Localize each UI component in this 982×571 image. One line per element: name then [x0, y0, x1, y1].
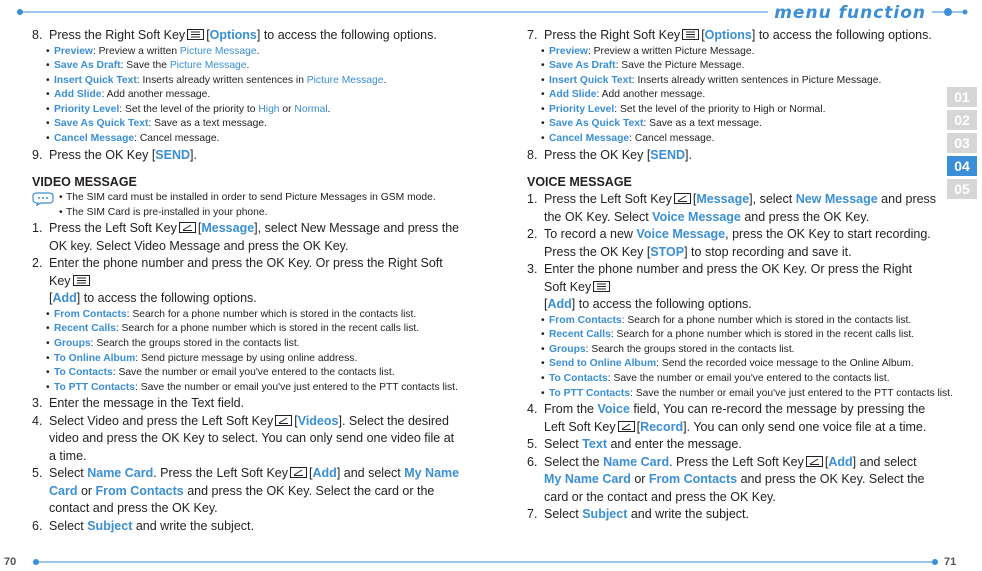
right-soft-key-icon — [682, 29, 699, 40]
option-item: • Groups: Search the groups stored in the contacts list. — [46, 338, 300, 350]
section-heading: VIDEO MESSAGE — [32, 175, 137, 190]
option-item: • Insert Quick Text: Inserts already written sentences in Picture Message. — [46, 74, 387, 86]
left-soft-key-icon — [674, 193, 691, 204]
left-page — [32, 27, 462, 535]
step: 4. Select Video and press the Left Soft Key [Videos]. Select the desired video and press the OK Key to select. You can only send one video file at a time. — [32, 413, 455, 463]
left-soft-key-icon — [806, 456, 823, 467]
option-item: • Send to Online Album: Send the recorded voice message to the Online Album. — [541, 358, 914, 370]
option-item: • To PTT Contacts: Save the number or email you've just entered to the PTT contacts list. — [541, 387, 953, 399]
step: 7. Select Subject and write the subject. — [527, 507, 749, 522]
option-item: • Cancel Message: Cancel message. — [46, 133, 220, 145]
option-item: • From Contacts: Search for a phone number which is stored in the contacts list. — [46, 308, 417, 320]
chapter-tab[interactable]: 01 — [947, 87, 977, 107]
section-title: menu function — [768, 3, 932, 23]
option-item: • To PTT Contacts: Save the number or email you've just entered to the PTT contacts list. — [46, 381, 458, 393]
option-item: • Save As Draft: Save the Picture Message. — [46, 60, 250, 72]
option-item: • To Online Album: Send picture message by using online address. — [46, 352, 358, 364]
option-item: • Save As Quick Text: Save as a text message. — [46, 118, 267, 130]
page-number-right: 71 — [940, 556, 960, 568]
footer-bar — [0, 556, 982, 568]
option-item: • To Contacts: Save the number or email you've entered to the contacts list. — [46, 367, 395, 379]
option-item: • Add Slide: Add another message. — [541, 89, 706, 101]
left-soft-key-icon — [618, 421, 635, 432]
option-item: • Preview: Preview a written Picture Message. — [541, 45, 755, 57]
left-soft-key-icon — [290, 467, 307, 478]
footer-rule — [0, 556, 982, 568]
option-item: • Preview: Preview a written Picture Message. — [46, 45, 260, 57]
left-soft-key-icon — [179, 222, 196, 233]
note: • The SIM Card is pre-installed in your phone. — [59, 206, 268, 218]
option-item: • Groups: Search the groups stored in the contacts list. — [541, 343, 795, 355]
right-soft-key-icon — [593, 281, 610, 292]
option-item: • Add Slide: Add another message. — [46, 89, 211, 101]
option-item: • Priority Level: Set the level of the priority to High or Normal. — [541, 103, 826, 115]
section-heading: VOICE MESSAGE — [527, 175, 632, 190]
right-soft-key-icon — [73, 275, 90, 286]
chapter-tab[interactable]: 05 — [947, 179, 977, 199]
option-item: • Recent Calls: Search for a phone number which is stored in the recent calls list. — [46, 323, 420, 335]
note-icon — [32, 192, 54, 206]
step: 8. Press the OK Key [SEND]. — [527, 147, 692, 162]
step: 4. From the Voice field, You can re-record the message by pressing the Left Soft Key [Record]. You can only send one voice file at a time. — [527, 402, 927, 434]
chapter-tab[interactable]: 03 — [947, 133, 977, 153]
step: 8. Press the Right Soft Key [Options] to access the following options. — [32, 28, 437, 42]
option-item: • Save As Quick Text: Save as a text message. — [541, 118, 762, 130]
chapter-tab[interactable]: 02 — [947, 110, 977, 130]
step: 6. Select Subject and write the subject. — [32, 518, 254, 533]
option-item: • To Contacts: Save the number or email you've entered to the contacts list. — [541, 373, 890, 385]
step: 9. Press the OK Key [SEND]. — [32, 147, 197, 162]
option-item: • Recent Calls: Search for a phone number which is stored in the recent calls list. — [541, 329, 915, 341]
step: 3. Enter the message in the Text field. — [32, 396, 245, 411]
right-soft-key-icon — [187, 29, 204, 40]
step: 1. Press the Left Soft Key [Message], select New Message and press the OK Key. Select Voice Message and press the OK Key. — [527, 192, 937, 224]
option-item: • Save As Draft: Save the Picture Message. — [541, 60, 745, 72]
option-item: • Insert Quick Text: Inserts already written sentences in Picture Message. — [541, 74, 882, 86]
step: 3. Enter the phone number and press the OK Key. Or press the Right Soft Key [Add] to access the following options. — [527, 262, 913, 312]
right-page — [527, 27, 953, 524]
page-number-left: 70 — [0, 556, 20, 568]
chapter-tabs — [947, 87, 977, 202]
step: 7. Press the Right Soft Key [Options] to access the following options. — [527, 28, 932, 42]
option-item: • From Contacts: Search for a phone number which is stored in the contacts list. — [541, 314, 912, 326]
left-soft-key-icon — [275, 415, 292, 426]
step: 6. Select the Name Card. Press the Left Soft Key [Add] and select My Name Card or From Contacts and press the OK Key. Select the card or the contact and press the OK Key. — [527, 454, 925, 504]
step: 2. To record a new Voice Message, press the OK Key to start recording. Press the OK Key [STOP] to stop recording and save it. — [527, 227, 931, 259]
step: 5. Select Name Card. Press the Left Soft Key [Add] and select My Name Card or From Contacts and press the OK Key. Select the card or the contact and press the OK Key. — [32, 466, 460, 516]
step: 1. Press the Left Soft Key [Message], select New Message and press the OK key. Select Video Message and press the OK Key. — [32, 221, 460, 253]
option-item: • Priority Level: Set the level of the priority to High or Normal. — [46, 103, 331, 115]
header-bar — [0, 3, 982, 23]
step: 2. Enter the phone number and press the OK Key. Or press the Right Soft Key [Add] to access the following options. — [32, 256, 443, 306]
step: 5. Select Text and enter the message. — [527, 437, 742, 452]
chapter-tab-active[interactable]: 04 — [947, 156, 977, 176]
note: • The SIM card must be installed in order to send Picture Messages in GSM mode. — [32, 191, 462, 206]
option-item: • Cancel Message: Cancel message. — [541, 133, 715, 145]
